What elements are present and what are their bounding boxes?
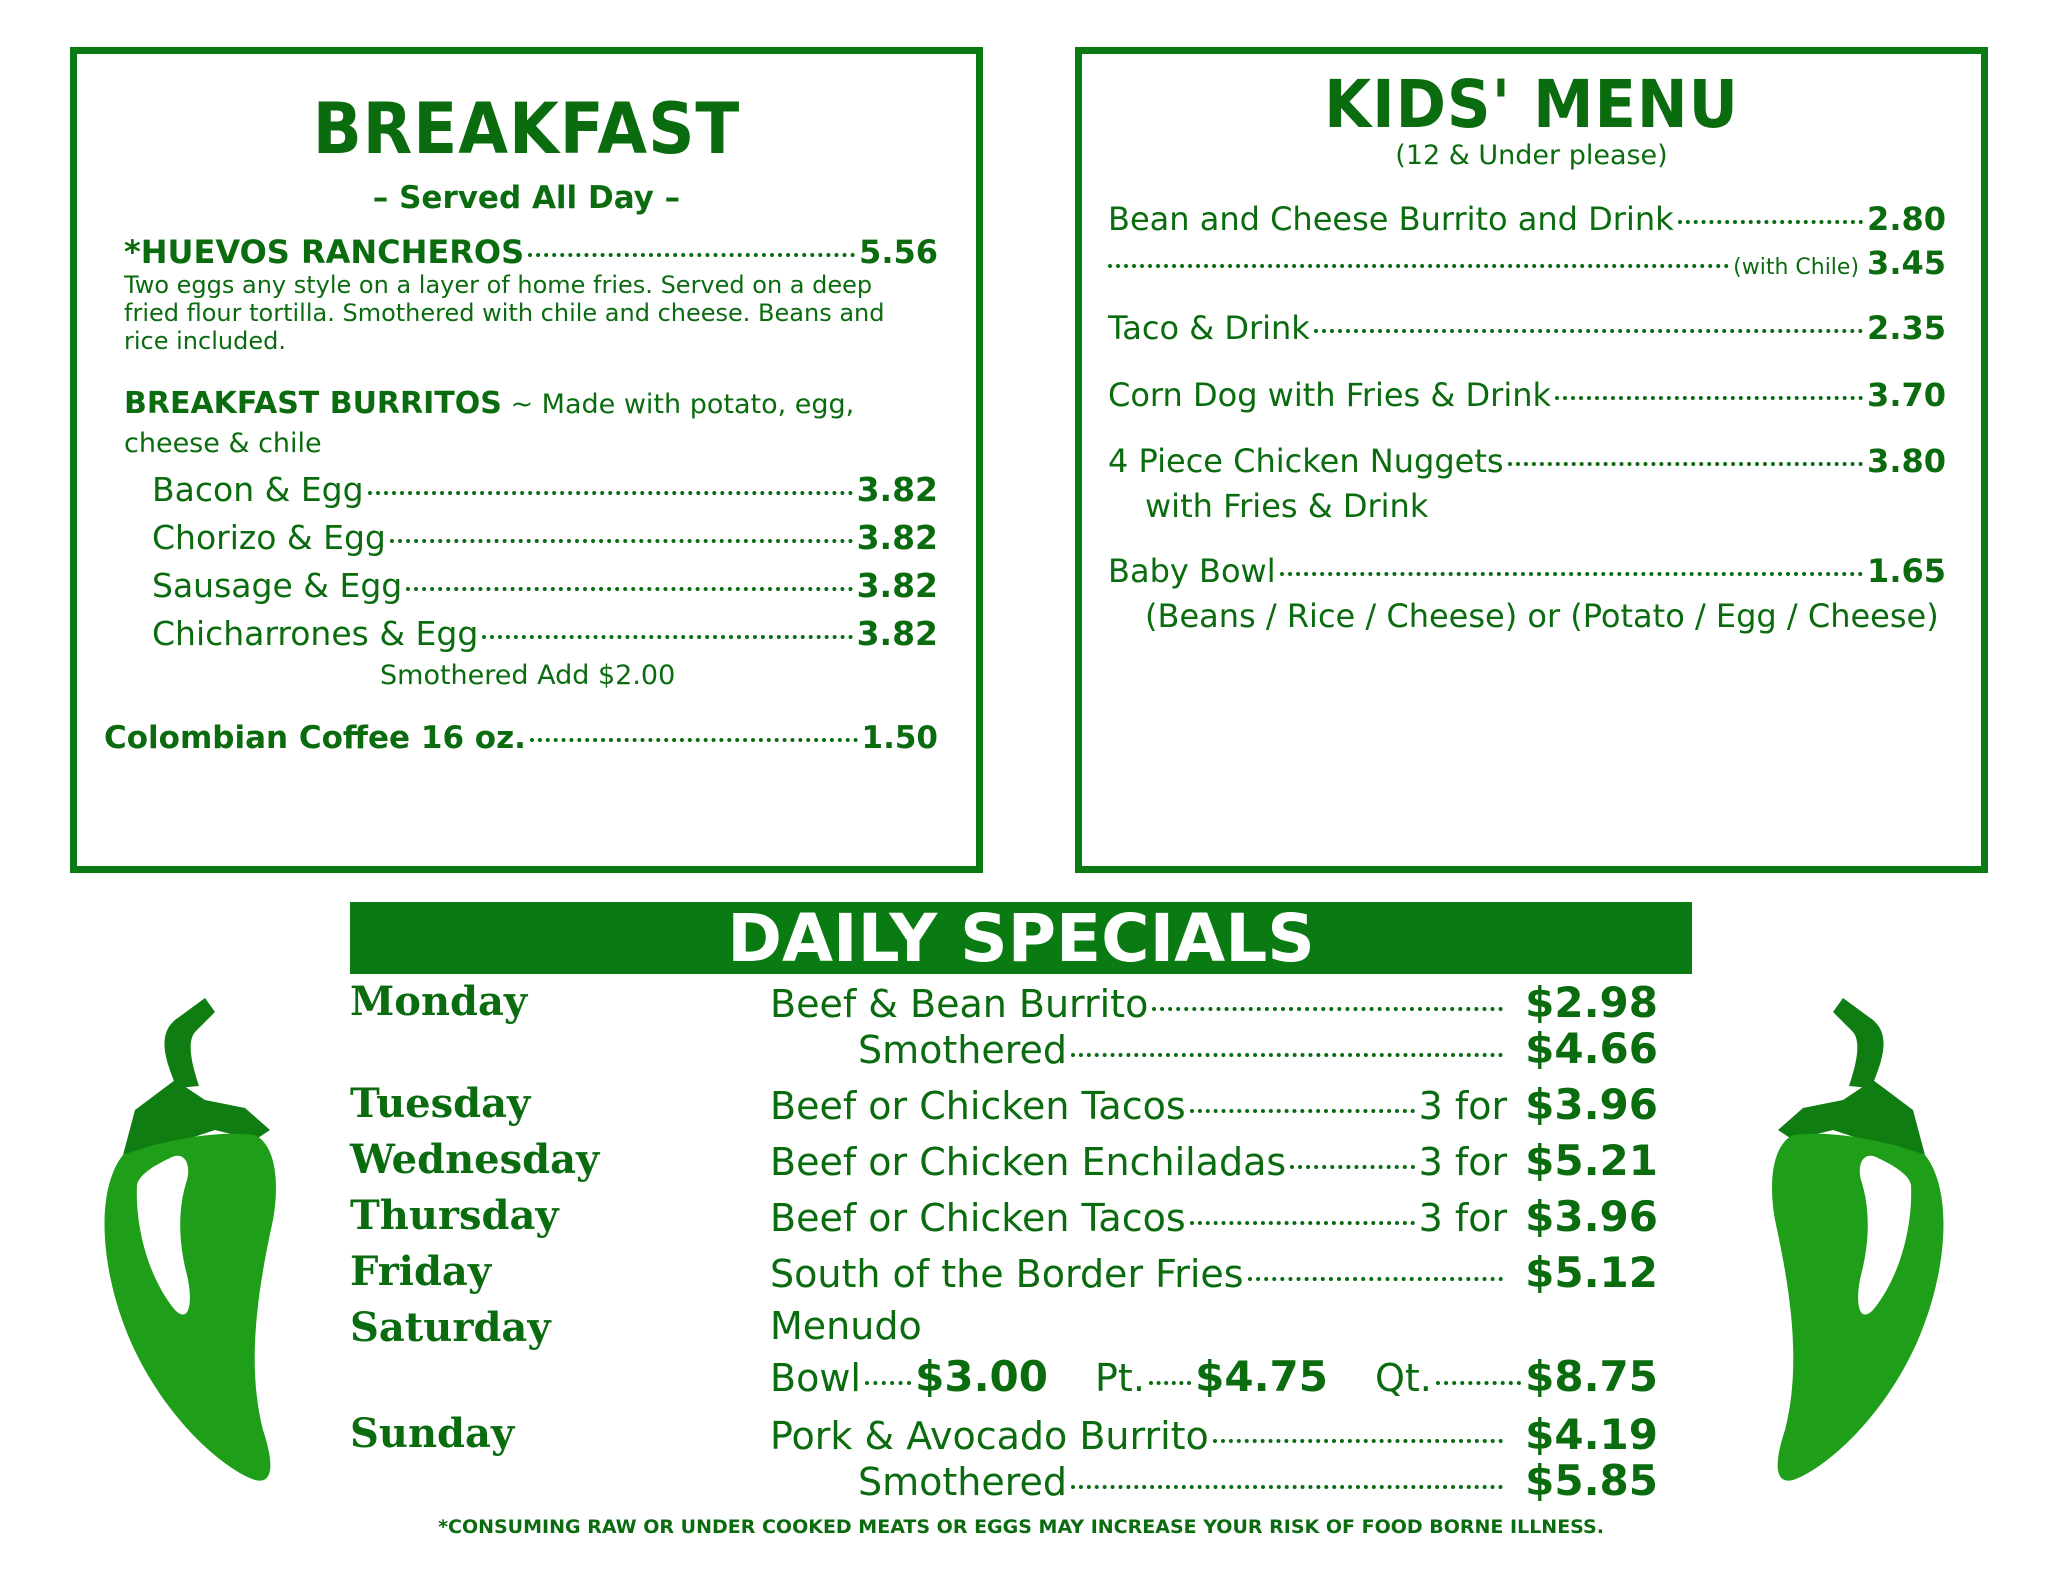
day-label: Sunday [350,1410,515,1457]
menudo-bowl [770,1352,1048,1401]
breakfast-subtitle: – Served All Day – [372,180,681,216]
day-label: Friday [350,1248,492,1295]
burrito-item-row [152,566,938,605]
menudo-qt-label: Qt. [1375,1356,1432,1400]
kids-item-row [1108,442,1946,480]
burrito-item-price: 3.82 [856,470,938,509]
smothered-note: Smothered Add $2.00 [380,660,676,691]
huevos-description-line-3: rice included. [124,327,286,355]
special-price: $3.96 [1525,1080,1658,1129]
kids-item-price: 3.70 [1867,376,1946,414]
coffee-row [104,720,938,756]
burritos-desc-1: ~ Made with potato, egg, [501,389,855,420]
day-label: Thursday [350,1192,559,1239]
special-qty: 3 for [1418,1140,1508,1184]
daily-specials-banner: DAILY SPECIALS [350,902,1692,974]
kids-item-name: Taco & Drink [1108,309,1310,347]
special-qty: 3 for [1418,1084,1508,1128]
kids-item-price: 2.80 [1867,200,1946,238]
burrito-item-name: Chorizo & Egg [152,518,386,557]
menudo-bowl-label: Bowl [770,1356,861,1400]
day-label: Wednesday [350,1136,600,1183]
burritos-heading: BREAKFAST BURRITOS [124,386,502,421]
kids-item-note: (with Chile) [1733,255,1860,280]
kids-item-name: Baby Bowl [1108,552,1276,590]
burrito-item-name: Sausage & Egg [152,566,403,605]
special-row [770,1248,1658,1297]
special-item: Smothered [858,1460,1068,1504]
kids-item-price: 3.45 [1867,244,1946,282]
special-row [770,1136,1658,1185]
burrito-item-name: Chicharrones & Egg [152,614,479,653]
special-item: Beef or Chicken Tacos [770,1084,1186,1128]
special-row [858,1456,1658,1505]
special-item: Pork & Avocado Burrito [770,1414,1209,1458]
burritos-heading-line [124,386,854,421]
special-item: Beef or Chicken Enchiladas [770,1140,1287,1184]
chile-pepper-icon [95,980,280,1490]
menudo-prices [770,1352,1658,1402]
menudo-quart [1375,1352,1658,1401]
special-item: South of the Border Fries [770,1252,1244,1296]
burritos-desc-2: cheese & chile [124,428,322,459]
food-safety-disclaimer: *CONSUMING RAW OR UNDER COOKED MEATS OR EGGS MAY INCREASE YOUR RISK OF FOOD BORNE ILLNESS. [438,1516,1604,1538]
kids-title: KIDS' MENU [1324,66,1739,143]
coffee-name: Colombian Coffee 16 oz. [104,720,526,756]
day-label: Tuesday [350,1080,531,1127]
kids-item-row [1108,200,1946,238]
kids-item-row [1108,552,1946,590]
kids-item-sub: with Fries & Drink [1145,487,1429,525]
chile-pepper-icon [1768,980,1953,1490]
kids-item-row [1108,244,1946,282]
burrito-item-name: Bacon & Egg [152,470,364,509]
burrito-item-row [152,518,938,557]
special-row [770,978,1658,1027]
burrito-item-row [152,470,938,509]
special-price: $5.85 [1525,1456,1658,1505]
kids-subtitle: (12 & Under please) [1395,140,1668,171]
special-row [858,1024,1658,1073]
special-qty: 3 for [1418,1196,1508,1240]
burrito-item-row [152,614,938,653]
menudo-pint [1095,1352,1328,1401]
huevos-description-line-1: Two eggs any style on a layer of home fries. Served on a deep [124,271,873,299]
menudo-qt-price: $8.75 [1525,1352,1658,1401]
kids-item-name: Corn Dog with Fries & Drink [1108,376,1552,414]
menudo-pt-label: Pt. [1095,1356,1145,1400]
kids-item-name: Bean and Cheese Burrito and Drink [1108,200,1674,238]
kids-item-price: 2.35 [1867,309,1946,347]
special-item: Smothered [858,1028,1068,1072]
kids-item-sub: (Beans / Rice / Cheese) or (Potato / Egg / Cheese) [1145,597,1939,635]
special-price: $2.98 [1525,978,1658,1027]
kids-item-price: 1.65 [1867,552,1946,590]
special-price: $4.19 [1525,1410,1658,1459]
huevos-rancheros-row [124,233,938,271]
special-row [770,1192,1658,1241]
burrito-item-price: 3.82 [856,566,938,605]
special-item: Beef & Bean Burrito [770,982,1149,1026]
day-label: Monday [350,978,528,1025]
special-row [770,1410,1658,1459]
special-price: $4.66 [1525,1024,1658,1073]
special-item: Beef or Chicken Tacos [770,1196,1186,1240]
kids-item-price: 3.80 [1867,442,1946,480]
kids-item-row [1108,376,1946,414]
special-item: Menudo [770,1304,922,1348]
burrito-item-price: 3.82 [856,518,938,557]
special-price: $5.21 [1525,1136,1658,1185]
menudo-bowl-price: $3.00 [915,1352,1048,1401]
huevos-rancheros-price: 5.56 [859,233,938,271]
special-price: $5.12 [1525,1248,1658,1297]
kids-item-name: 4 Piece Chicken Nuggets [1108,442,1504,480]
huevos-description-line-2: fried flour tortilla. Smothered with chile and cheese. Beans and [124,299,885,327]
kids-item-row [1108,309,1946,347]
coffee-price: 1.50 [861,720,938,756]
special-price: $3.96 [1525,1192,1658,1241]
breakfast-title: BREAKFAST [312,88,741,170]
day-label: Saturday [350,1304,551,1351]
burrito-item-price: 3.82 [856,614,938,653]
special-row [770,1080,1658,1129]
huevos-rancheros-name: *HUEVOS RANCHEROS [124,233,525,271]
menudo-pt-price: $4.75 [1195,1352,1328,1401]
